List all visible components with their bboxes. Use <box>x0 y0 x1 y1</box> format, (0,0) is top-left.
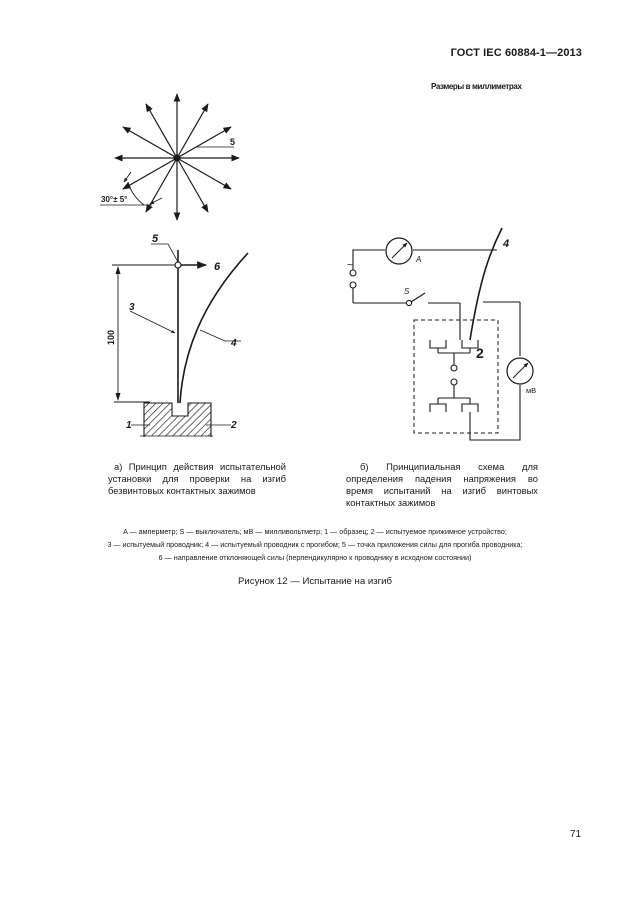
caption-b: б) Принципиальная схема для определения падения напряжения во время испытаний на изгиб винтовых контактных зажимов <box>346 461 538 508</box>
ammeter-label: A <box>416 255 422 264</box>
ac-supply-symbol <box>347 260 353 271</box>
units-note: Размеры в миллиметрах <box>431 82 522 91</box>
voltage-drop-circuit <box>350 228 533 440</box>
diagram-a-label-1: 1 <box>126 420 132 431</box>
diagram-a-label-4: 4 <box>231 338 237 349</box>
switch-label: S <box>404 287 410 296</box>
legend-line: 3 — испытуемый проводник; 4 — испытуемый проводник с прогибом; 5 — точка приложения силы для прогиба проводника; <box>107 540 523 549</box>
diagram-a-label-5: 5 <box>152 233 159 245</box>
page-number: 71 <box>570 829 582 840</box>
diagram-b-label-4: 4 <box>503 238 510 250</box>
diagram-a-label-6: 6 <box>214 261 221 273</box>
caption-a: а) Принцип действия испытательной установки для проверки на изгиб безвинтовых контактных зажимов <box>108 461 286 496</box>
standard-header: ГОСТ IEC 60884-1—2013 <box>450 47 582 59</box>
star-label-5: 5 <box>230 137 236 147</box>
figure-legend <box>46 525 584 564</box>
millivoltmeter-label: мВ <box>526 386 537 395</box>
diagram-a-label-3: 3 <box>129 302 135 313</box>
legend-line: A — амперметр; S — выключатель; мВ — милливольтметр; 1 — образец; 2 — испытуемое прижимное устройство; <box>123 527 507 536</box>
star-angle-label: 30°± 5° <box>101 195 128 204</box>
diagram-a-dimension-100: 100 <box>106 329 116 345</box>
figure-title: Рисунок 12 — Испытание на изгиб <box>238 576 392 587</box>
diagram-a-label-2: 2 <box>231 420 237 431</box>
bending-test-principle <box>112 244 248 437</box>
device-label-2: 2 <box>476 345 484 361</box>
svg-text:~: ~ <box>347 260 353 271</box>
legend-line: 6 — направление отклоняющей силы (перпендикулярно к проводнику в исходном состоянии) <box>158 553 472 562</box>
